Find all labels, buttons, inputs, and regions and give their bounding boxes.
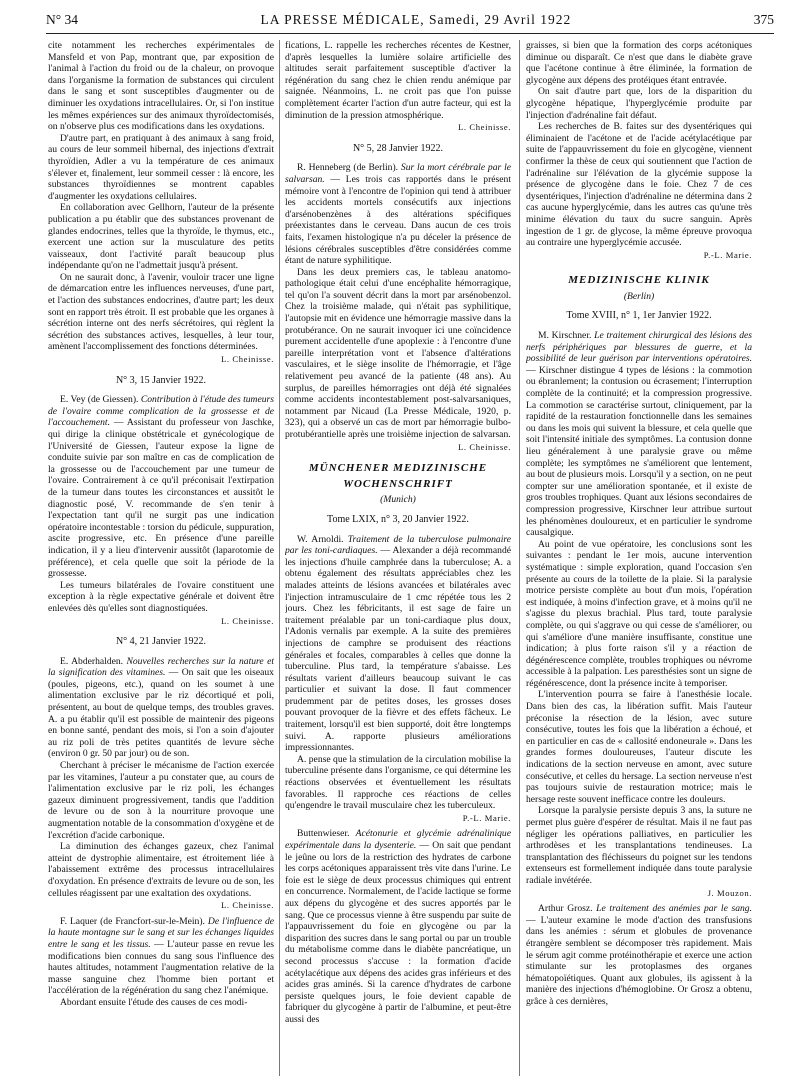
- header-rule: [46, 33, 774, 34]
- author: E. Abderhalden.: [60, 655, 124, 667]
- paragraph: Lorsque la paralysie persiste depuis 3 ans, la suture ne permet plus guère d'espérer de résultat. Mais il ne faut pas négliger les opérations palliatives, en particulier les arthrodèses et les transplantations tendineuses. La transplantation des fléchisseurs du poignet sur les tendons extenseurs est formellement indiquée dans toute paralysie radiale invétérée.: [526, 805, 752, 886]
- article-title: Acétonurie et glycémie adrénalinique expérimentale dans la dysenterie.: [285, 828, 511, 851]
- journal-city: (Munich): [380, 494, 416, 506]
- author: W. Arnoldi.: [297, 533, 344, 545]
- article-title: Le traitement des anémies par le sang.: [596, 903, 752, 915]
- column-divider: [519, 40, 520, 1076]
- abstract-text: — On sait que pendant le jeûne ou lors de la restriction des hydrates de carbone les corps acétoniques apparaissent très vite dans l'urine. Le foie est le siège de deux processus chimiques qui entrent en concurrence. Normalement, de l'acide lactique se forme aux dépens du glycogène et des sucres apportés par le sang. Que ce processus vienne à être suspendu par suite de l'appauvrissement du foie en glycogène ou par la disparition des sucres dans le sang portal ou par un trouble du métabolisme comme dans le diabète pancréatique, un second processus s'accuse : la formation d'acide acétylacétique aux dépens des acides gras inférieurs et des acides gras aminés. Si la carence d'hydrates de carbone persiste quelques jours, le foie devient capable de fabriquer du glycogène à partir de l'albumine, et peut-être aussi des: [285, 840, 511, 1025]
- signature: L. Cheinisse.: [458, 122, 511, 133]
- abstract-text: — Kirschner distingue 4 types de lésions : la commotion ou ébranlement; la contusion ou écrasement; l'interruption complète de la continuité; et la compression progressive. La commotion se caractérise surtout, cliniquement, par la rapidité de la restauration fonctionnelle dans les semaines ou dans les mois qui suivent la blessure, et cela quelle que soit l'intensité initiale des symptômes. La contusion donne lieu généralement à une paralysie grave ou même complète; les symptômes ne s'améliorent que lentement, au bout de plusieurs mois. Lorsqu'il y a section, on ne peut compter sur une amélioration spontanée, et il existe de gros troubles trophiques. Quant aux lésions secondaires de compression progressive, Kirschner leur attribue surtout les phénomènes douloureux, et en particulier le syndrome causalgique.: [526, 364, 752, 539]
- author: E. Vey (de Giessen).: [60, 394, 139, 406]
- journal-city: (Berlin): [623, 290, 655, 302]
- article-title: Sur la mort cérébrale par le salvarsan.: [285, 162, 511, 185]
- signature: P.-L. Marie.: [703, 249, 752, 260]
- signature: L. Cheinisse.: [221, 615, 274, 626]
- article-title: De l'influence de la haute montagne sur le sang et sur les échanges liquides entre le sang et les tissus.: [48, 915, 274, 950]
- column-3: [526, 40, 752, 1076]
- paragraph: La diminution des échanges gazeux, chez l'animal atteint de dystrophie alimentaire, est étroitement liée à l'abaissement extrême des processus intracellulaires d'oxydation. En présence d'extraits de levure ou de son, les cellules réagissent par une exaltation des oxydations.: [48, 841, 274, 899]
- author: Buttenwieser.: [297, 828, 350, 840]
- abstract-entry: [48, 916, 274, 997]
- author: R. Henneberg (de Berlin).: [297, 162, 399, 174]
- column-1: [48, 40, 274, 1076]
- issue-heading: N° 3, 15 Janvier 1922.: [115, 374, 207, 386]
- abstract-entry: [285, 534, 511, 754]
- abstract-entry: [48, 394, 274, 580]
- signature: L. Cheinisse.: [221, 354, 274, 365]
- paragraph: On ne saurait donc, à l'avenir, vouloir tracer une ligne de démarcation entre les influences nerveuses, d'une part, et l'action des substances endocrines, d'autre part; les deux sont en rapport très étroit. Il est probable que les organes à sécrétion interne ont des nerfs sécrétoires, qui règlent la sécrétion des substances actives, lesquelles, à leur tour, amènent l'accomplissement des fonctions déterminées.: [48, 271, 274, 353]
- paragraph: fications, L. rappelle les recherches récentes de Kestner, d'après lesquelles la lumière solaire artificielle des altitudes serait parfaitement susceptible d'activer la régénération du sang chez le chien rendu anémique par saignée. Néanmoins, L. ne croit pas que l'on puisse complètement écarter l'action d'un autre facteur, qui est la diminution de la pression atmosphérique.: [285, 40, 511, 121]
- issue-heading: N° 5, 28 Janvier 1922.: [352, 142, 444, 154]
- paragraph: Cherchant à préciser le mécanisme de l'action exercée par les vitamines, l'auteur a pu constater que, au cours de l'alimentation exclusive par le riz poli, les échanges gazeux diminuent progressivement, tandis que l'addition de levure ou de son à la nourriture provoque une augmentation notable de la consommation d'oxygène et de l'excrétion d'acide carbonique.: [48, 760, 274, 841]
- signature: L. Cheinisse.: [221, 900, 274, 911]
- column-2: [285, 40, 511, 1076]
- journal-heading: MÜNCHENER MEDIZINISCHE: [308, 462, 488, 475]
- paragraph: En collaboration avec Gellhorn, l'auteur de la présente publication a pu établir que des substances provenant de glandes endocrines, telles que la thyroïde, le thymus, etc., exercent une action sur la musculature des petits vaisseaux, dont l'activité paraît beaucoup plus indépendante qu'on ne l'admettait jusqu'à présent.: [48, 202, 274, 272]
- page-number-left: N° 34: [46, 12, 79, 27]
- author: F. Laquer (de Francfort-sur-le-Mein).: [60, 915, 205, 927]
- abstract-entry: [526, 903, 752, 1007]
- issue-heading: N° 4, 21 Janvier 1922.: [115, 636, 207, 648]
- article-title: Traitement de la tuberculose pulmonaire par les toni-cardiaques.: [285, 533, 511, 557]
- abstract-entry: [526, 330, 752, 539]
- paragraph: L'intervention pourra se faire à l'anesthésie locale. Dans bien des cas, la libération suffit. Mais l'auteur préconise la résection de la lésion, avec suture consécutive, toutes les fois que la libération a échoué, et en particulier en cas de « callosité endoneurale ». Dans les grandes formes douloureuses, l'auteur discute les indications de la section nerveuse en amont, avec suture consécutive, et celles du hersage. La section nerveuse n'est pas toujours suivie de restauration motrice; mais le hersage reste souvent inefficace contre les douleurs.: [526, 689, 752, 805]
- paragraph: Au point de vue opératoire, les conclusions sont les suivantes : pendant le 1er mois, aucune intervention systématique : simple exploration, quand l'occasion s'en présente au cours de la toilette de la plaie. Si la paralysie motrice persiste complète au bout d'un mois, l'opération est indiquée, à moins d'infection grave, et à moins qu'il ne s'agisse du plexus brachial. Plus tard, toute paralysie complète, ou qui s'aggrave ou qui cesse de s'améliorer, ou qui s'améliore d'une manière insuffisante, constitue une indication; à plus forte raison s'il y a réaction de dégénérescence complète, troubles trophiques ou névrome accessible à la palpation. Les paresthésies sont un signe de régénérescence, dont la présence incite à temporiser.: [526, 538, 752, 689]
- article-title: Contribution à l'étude des tumeurs de l'ovaire comme complication de la grossesse et de l'accouchement.: [48, 394, 274, 429]
- paragraph: A. pense que la stimulation de la circulation mobilise la tuberculine présente dans l'organisme, ce qui détermine les réactions observées et éventuellement les résultats favorables. Il rapproche ces réactions de celles qu'engendre le travail musculaire chez les tuberculeux.: [285, 753, 511, 812]
- paragraph: Les recherches de B. faites sur des dysentériques qui éliminaient de l'acétone et de l'acide acétylacétique par suite de l'appauvrissement du foie en glycogène, viennent confirmer la thèse de ceux qui soutiennent que l'action de l'adrénaline sur l'élévation de la glycémie suppose la présence de glycogène dans le foie. Chez 7 de ces dysentériques, l'injection d'adrénaline ne détermina dans 2 cas aucune hyperglycémie, dans les autres cas qu'une très minime élévation du taux du sucre sanguin. Après ingestion de 1 gr. de glycose, la même épreuve provoqua au contraire une hyperglycémie accusée.: [526, 121, 752, 249]
- page-header: [46, 12, 774, 34]
- abstract-text: — Alexander a déjà recommandé les injections d'huile camphrée dans la tuberculose; A. a obtenu également des résultats appréciables chez les malades atteints de lésions avancées et bilatérales avec l'injection intramusculaire de 1 cmc répétée tous les 2 jours. Chez les fébricitants, il est sage de faire un traitement préalable par un toni-cardiaque plus doux, l'Adonis vernalis par exemple. A la suite des premières injections de camphre se produisent des réactions générales et focales, comparables à celles que donne la tuberculine. Plus tard, la température s'abaisse. Les résultats varient d'ailleurs beaucoup suivant le cas particulier et suivant la dose. Il faut commencer prudemment par de petites doses, les grosses doses pouvant provoquer de la fièvre et des effets fâcheux. Le traitement, lorsqu'il est bien supporté, doit être longtemps suivi. A. rapporte plusieurs améliorations impressionnantes.: [285, 545, 511, 754]
- paragraph: graisses, si bien que la formation des corps acétoniques diminue ou disparaît. Ce n'est que dans le diabète grave que l'acétone continue à être éliminée, la formation de glycogène aux dépens des protéiques étant entravée.: [526, 40, 752, 86]
- journal-heading: WOCHENSCHRIFT: [343, 477, 453, 490]
- article-title: Le traitement chirurgical des lésions des nerfs périphériques par blessures de guerre, et la possibilité de leur guérison par interventions opératoires.: [526, 330, 752, 365]
- page-number-right: 375: [753, 12, 774, 27]
- abstract-text: — Les trois cas rapportés dans le présent mémoire vont à l'encontre de l'opinion qui tend à attribuer les accidents mortels consécutifs aux injections d'arsénobenzènes à des altérations spécifiques préexistantes dans le cerveau. Dans aucun de ces trois faits, l'examen histologique n'a pu déceler la présence de lésions cérébrales susceptibles d'être considérées comme étant de nature syphilitique.: [285, 173, 511, 267]
- issue-heading: Tome LXIX, n° 3, 20 Janvier 1922.: [327, 513, 469, 525]
- abstract-text: — L'auteur examine le mode d'action des transfusions dans les anémies : sérum et globules de provenance étrangère semblent se décomposer très rapidement. Mais le sérum agit comme protéinothérapie et exerce une action stimulante sur les protoplasmes des organes hématopoïétiques. Quant aux globules, ils agissent à la manière des injections d'hémoglobine. Or Grosz a obtenu, grâce à ces dernières,: [526, 914, 752, 1007]
- paragraph: Les tumeurs bilatérales de l'ovaire constituent une exception à la règle expectative générale et doivent être enlevées dès qu'elles sont diagnostiquées.: [48, 579, 274, 614]
- abstract-text: — Assistant du professeur von Jaschke, qui dirige la clinique obstétricale et gynécologique de l'Université de Giessen, l'auteur expose la ligne de conduite suivie par son maître en cas de complication de la grossesse ou de l'accouchement par une tumeur de l'ovaire. Contrairement à ce qu'il préconisait l'extirpation de la tumeur dans toutes les circonstances et aussitôt le diagnostic posé, V. recommande de s'en tenir à l'expectation tant qu'il ne surgit pas une indication opératoire incontestable : torsion du pédicule, suppuration, ascite progressive, etc. En présence d'une pareille indication, il y a lieu d'intervenir aussitôt (laparotomie de préférence), et cela quelle que soit la période de la grossesse.: [48, 417, 274, 580]
- abstract-text: — L'auteur passe en revue les modifications bien connues du sang sous l'influence des hautes altitudes, notamment l'augmentation relative de la masse sanguine chez l'homme bien portant et l'accélération de la régénération du sang chez l'anémique.: [48, 938, 274, 997]
- abstract-entry: [285, 162, 511, 266]
- author: Arthur Grosz.: [538, 903, 593, 915]
- abstract-text: — On sait que les oiseaux (poules, pigeons, etc.), quand on les soumet à une alimentation exclusive par le riz décortiqué et poli, présentent, au bout de quelque temps, des troubles graves. A. a pu établir qu'il est possible de maintenir des pigeons en bonne santé, pendant des mois, si l'on a soin d'ajouter au riz poli de très petites quantités de levure sèche (environ 0 gr. 50 par jour) ou de son.: [48, 667, 274, 760]
- paragraph: On sait d'autre part que, lors de la disparition du glycogène hépatique, l'hyperglycémie produite par l'injection d'adrénaline fait défaut.: [526, 86, 752, 121]
- column-divider: [279, 40, 280, 1076]
- journal-heading: MEDIZINISCHE KLINIK: [568, 274, 710, 287]
- journal-title: LA PRESSE MÉDICALE, Samedi, 29 Avril 1922: [260, 12, 572, 27]
- signature: L. Cheinisse.: [458, 441, 511, 452]
- paragraph: Dans les deux premiers cas, le tableau anatomo-pathologique était celui d'une encéphalite hémorragique, tel qu'on l'a souvent décrit dans la mort par arsénobenzol. Chez la troisième malade, qui n'était pas syphilitique, l'autopsie mit en évidence une hémorragie massive dans la protubérance. On ne saurait invoquer ici une coïncidence purement accidentelle d'une apoplexie : à l'encontre d'une pareille interprétation vont et l'absence d'altérations vasculaires, et le siège insolite de l'hémorragie, et l'âge relativement peu avancé de la patiente (48 ans). Au surplus, de pareilles hémorragies ont déjà été signalées comme accidents incontestablement post-salvarsaniques, notamment par Nicaud (La Presse Médicale, 1920, p. 323), qui a observé un cas de mort par hémorragie bulbo-protubérantielle après une troisième injection de salvarsan.: [285, 266, 511, 440]
- paragraph: D'autre part, en pratiquant à des animaux à sang froid, au cours de leur sommeil hibernal, des injections d'extrait thyroïdien, Adler a vu la température de ces animaux s'élever et, finalement, leur sommeil cesser : là encore, les substances thyroïdiennes se montrent capables d'augmenter les oxydations cellulaires.: [48, 132, 274, 202]
- paragraph: Abordant ensuite l'étude des causes de ces modi-: [60, 996, 248, 1008]
- paragraph: cite notamment les recherches expérimentales de Mansfeld et von Pap, montrant que, par exposition de l'animal à l'action du froid ou de la chaleur, on provoque dans l'organisme la formation de substances qui circulent dans le sang et sont susceptibles d'augmenter ou de diminuer les oxydations intracellulaires. Or, si l'on institue les mêmes expériences sur des animaux thyroïdectomisés, on n'observe plus ces modifications dans les oxydations.: [48, 40, 274, 133]
- abstract-entry: [48, 656, 274, 760]
- issue-heading: Tome XVIII, n° 1, 1er Janvier 1922.: [566, 310, 712, 322]
- author: M. Kirschner.: [538, 330, 592, 342]
- signature: P.-L. Marie.: [462, 812, 511, 823]
- article-title: Nouvelles recherches sur la nature et la signification des vitamines.: [48, 655, 274, 679]
- abstract-entry: [285, 828, 511, 1025]
- signature: J. Mouzon.: [707, 887, 752, 898]
